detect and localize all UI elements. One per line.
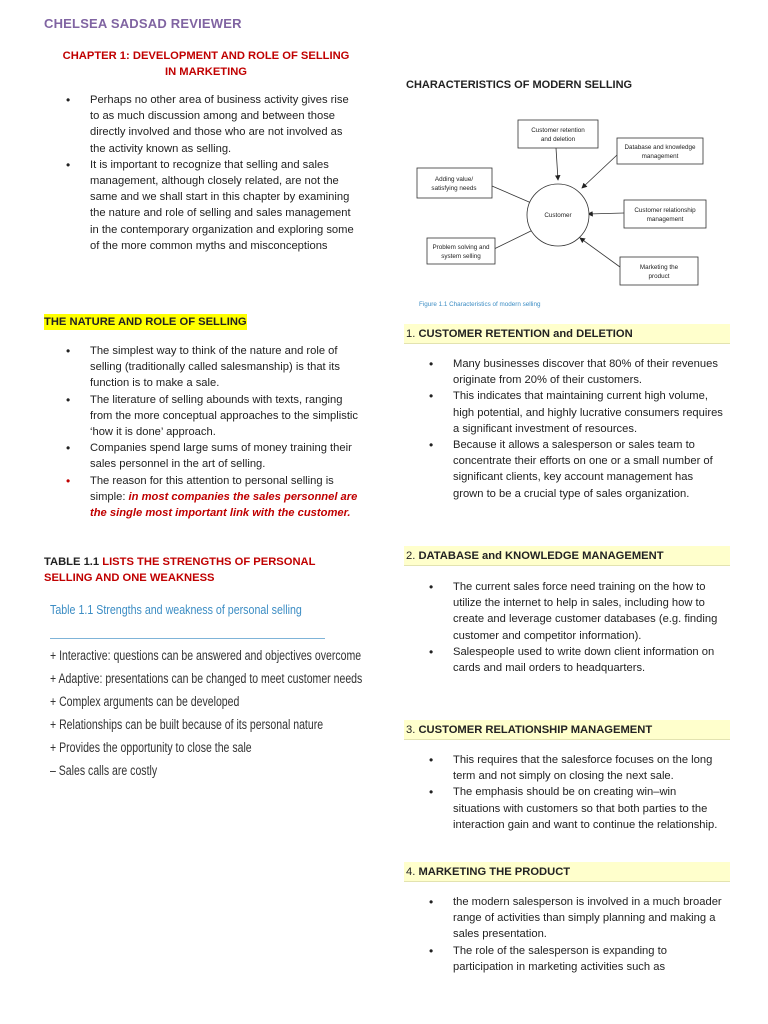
section-heading-4: [404, 862, 730, 882]
table-row: + Adaptive: presentations can be changed to meet customer needs: [50, 671, 363, 686]
section-title: CUSTOMER RELATIONSHIP MANAGEMENT: [418, 724, 653, 736]
section-number: 3.: [406, 724, 419, 736]
section-title: CUSTOMER RETENTION and DELETION: [418, 328, 633, 340]
section-heading-3: [404, 720, 730, 740]
list-item: • Perhaps no other area of business activity gives rise to as much discussion among and between those directly involved and those who are not involved as the activity known as selling.: [90, 92, 360, 157]
document-title: CHELSEA SADSAD REVIEWER: [44, 16, 242, 31]
table-row: + Interactive: questions can be answered and objectives overcome: [50, 648, 362, 663]
list-item: • Many businesses discover that 80% of their revenues originate from 20% of their customers.: [453, 356, 725, 388]
section-number: 1.: [406, 328, 419, 340]
list-item: • The literature of selling abounds with texts, ranging from the more conceptual approaches to the simplistic ‘how it is done’ approach.: [90, 392, 364, 441]
section-1-bullets: [453, 356, 725, 502]
diagram-node-marketing-1: Marketing the: [639, 264, 679, 271]
table-heading-rest: LISTS THE STRENGTHS OF PERSONAL SELLING AND ONE WEAKNESS: [44, 556, 316, 584]
table-row: + Provides the opportunity to close the sale: [50, 740, 252, 755]
section-heading-1: [404, 324, 730, 344]
table-divider: [50, 638, 325, 639]
modern-selling-title: CHARACTERISTICS OF MODERN SELLING: [406, 79, 633, 91]
list-item: • The emphasis should be on creating win–win situations with customers so that both parties to the interaction gain and want to continue the relationship.: [453, 784, 725, 833]
section-3-bullets: [453, 752, 725, 833]
section-number: 2.: [406, 550, 419, 562]
list-item: • This requires that the salesforce focuses on the long term and not simply on closing the next sale.: [453, 752, 725, 784]
list-item: [90, 473, 364, 522]
list-item-text: The reason for this attention to personal selling is simple:: [90, 474, 334, 503]
table-heading: [44, 554, 364, 586]
table-row: – Sales calls are costly: [50, 763, 158, 778]
diagram-node-marketing-2: product: [648, 273, 670, 280]
list-item: • Companies spend large sums of money training their sales personnel in the art of selling.: [90, 440, 364, 472]
list-item: • The simplest way to think of the nature and role of selling (traditionally called salesmanship) is that its function is to make a sale.: [90, 343, 364, 392]
diagram-node-database-2: management: [641, 153, 679, 160]
section-4-bullets: [453, 894, 725, 975]
diagram-node-crm-2: management: [646, 216, 684, 223]
list-item: • Because it allows a salesperson or sales team to concentrate their efforts on one or a small number of significant clients, key account management has grown to be a crucial type of sales organization.: [453, 437, 725, 502]
modern-selling-diagram: [412, 110, 712, 315]
table-heading-prefix: TABLE 1.1: [44, 556, 103, 568]
diagram-node-retention-2: and deletion: [540, 136, 576, 143]
list-item: • the modern salesperson is involved in a much broader range of activities than simply planning and making a sales presentation.: [453, 894, 725, 943]
diagram-node-retention-1: Customer retention: [531, 127, 585, 134]
list-item: • The current sales force need training on the how to utilize the internet to help in sales, including how to create and leverage customer databases (e.g. finding customer and competitor information).: [453, 579, 725, 644]
diagram-node-database-1: Database and knowledge: [624, 144, 696, 151]
strengths-table-image: [44, 598, 363, 788]
section-title: DATABASE and KNOWLEDGE MANAGEMENT: [418, 550, 664, 562]
diagram-node-crm-1: Customer relationship: [634, 207, 696, 214]
diagram-node-problem-2: system selling: [441, 253, 481, 260]
nature-heading: THE NATURE AND ROLE OF SELLING: [44, 314, 247, 330]
intro-bullet-list: [90, 92, 360, 254]
section-title: MARKETING THE PRODUCT: [418, 866, 571, 878]
section-2-bullets: [453, 579, 725, 676]
table-row: + Relationships can be built because of its personal nature: [50, 717, 324, 732]
chapter-title: CHAPTER 1: DEVELOPMENT AND ROLE OF SELLING IN MARKETING: [62, 50, 350, 78]
section-number: 4.: [406, 866, 419, 878]
diagram-node-adding-1: Adding value/: [434, 176, 474, 183]
list-item: • Salespeople used to write down client information on cards and mail orders to headquarters.: [453, 644, 725, 676]
list-item: • The role of the salesperson is expanding to participation in marketing activities such as: [453, 943, 725, 975]
table-row: + Complex arguments can be developed: [50, 694, 240, 709]
list-item: • It is important to recognize that selling and sales management, although closely related, are not the same and we shall start in this chapter by examining the nature and role of selling and sales management in the contemporary organization and exploring some of the more common myths and misconceptions: [90, 157, 360, 254]
diagram-node-adding-2: satisfying needs: [431, 185, 477, 192]
nature-bullet-list: [90, 343, 364, 521]
table-title: Table 1.1 Strengths and weakness of personal selling: [50, 602, 302, 617]
section-heading-2: [404, 546, 730, 566]
diagram-node-problem-1: Problem solving and: [432, 244, 490, 251]
emphasis-text: in most companies the sales personnel are the single most important link with the customer.: [90, 490, 358, 520]
list-item: • This indicates that maintaining current high volume, high potential, and highly lucrative consumers requires a significant investment of resources.: [453, 388, 725, 437]
diagram-caption: Figure 1.1 Characteristics of modern selling: [419, 301, 541, 308]
diagram-center-customer: Customer: [544, 212, 572, 219]
